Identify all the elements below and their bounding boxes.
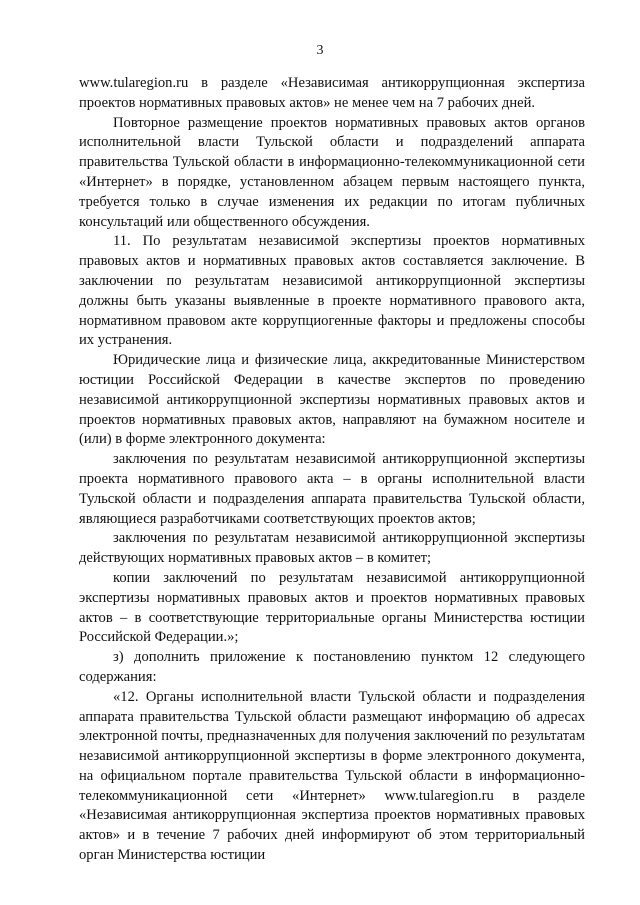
document-body [79,74,585,866]
paragraph-current-acts-conclusions: заключения по результатам независимой антикоррупционной экспертизы действующих нормативных правовых актов – в комитет; [79,530,585,567]
page-number: 3 [316,43,324,58]
paragraph-repeat-placement: Повторное размещение проектов нормативных правовых актов органов исполнительной власти Тульской области и подразделений аппарата правительства Тульской области в информационно-телекоммуникационной сети «Интернет» в порядке, установленном абзацем первым настоящего пункта, требуется только в случае изменения их редакции по итогам публичных консультаций или общественного обсуждения. [79,114,585,230]
paragraph-copies-conclusions: копии заключений по результатам независимой антикоррупционной экспертизы нормативных правовых актов и проектов нормативных правовых актов – в соответствующие территориальные органы Министерства юстиции Российской Федерации.»; [79,569,585,646]
paragraph-amendment-z: з) дополнить приложение к постановлению пунктом 12 следующего содержания: [79,649,585,685]
paragraph-item-11: 11. По результатам независимой экспертизы проектов нормативных правовых актов и нормативных правовых актов составляется заключение. В заключении по результатам независимой антикоррупционной экспертизы должны быть указаны выявленные в проекте нормативного правового акта, нормативном правовом акте коррупциогенные факторы и предложены способы их устранения. [79,233,585,349]
paragraph-draft-conclusions: заключения по результатам независимой антикоррупционной экспертизы проекта нормативного правового акта – в органы исполнительной власти Тульской области и подразделения аппарата правительства Тульской области, являющиеся разработчиками соответствующих проектов актов; [79,451,585,527]
paragraph-accredited-experts: Юридические лица и физические лица, аккредитованные Министерством юстиции Российской Федерации в качестве экспертов по проведению независимой антикоррупционной экспертизы нормативных правовых актов и проектов нормативных правовых актов, направляют на бумажном носителе и (или) в форме электронного документа: [79,352,585,448]
paragraph-item-12: «12. Органы исполнительной власти Тульской области и подразделения аппарата правительства Тульской области размещают информацию об адресах электронной почты, предназначенных для получения заключений по результатам независимой антикоррупционной экспертизы в форме электронного документа, на официальном портале правительства Тульской области в информационно-телекоммуникационной сети «Интернет» www.tularegion.ru в разделе «Независимая антикоррупционная экспертиза проектов нормативных правовых актов» и в течение 7 рабочих дней информируют об этом территориальный орган Министерства юстиции [79,688,585,864]
paragraph-continuation: www.tularegion.ru в разделе «Независимая антикоррупционная экспертиза проектов нормативных правовых актов» не менее чем на 7 рабочих дней. [79,75,585,111]
